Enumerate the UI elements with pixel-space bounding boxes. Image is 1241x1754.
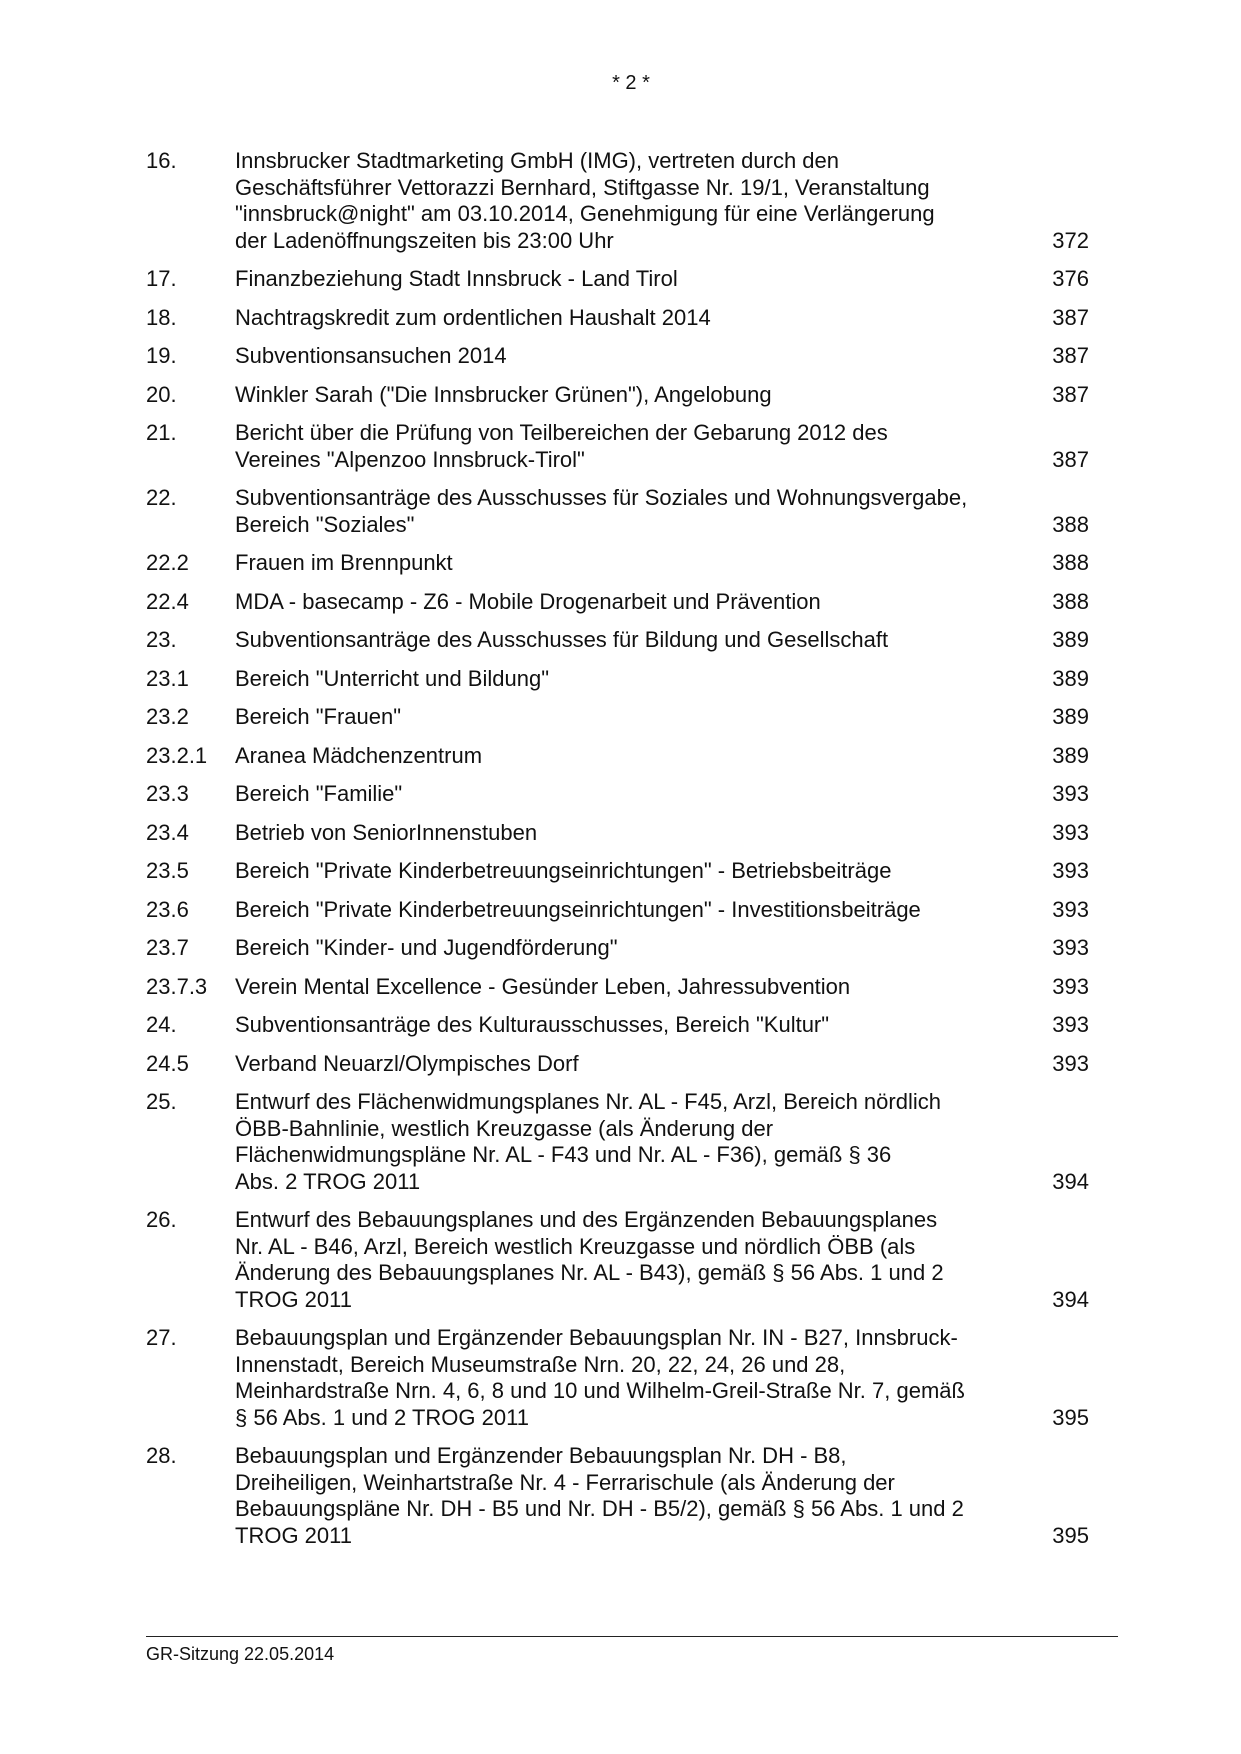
toc-entry-title: Innsbrucker Stadtmarketing GmbH (IMG), vertreten durch den Geschäftsführer Vettorazzi Bernhard, Stiftgasse Nr. 19/1, Veranstaltung "innsbruck@night" am 03.10.2014, Genehmigung für eine Verlängerung der Ladenöffnungszeiten bis 23:00 Uhr bbox=[235, 148, 935, 253]
toc-entry-page: 393 bbox=[1052, 935, 1089, 960]
toc-entry bbox=[146, 1443, 1089, 1549]
toc-entry bbox=[146, 343, 1089, 370]
toc-entry bbox=[146, 550, 1089, 577]
toc-entry-number: 23.6 bbox=[146, 896, 189, 922]
toc-entry-number: 23.2 bbox=[146, 704, 189, 729]
toc-entry-title: Entwurf des Bebauungsplanes und des Ergänzenden Bebauungsplanes Nr. AL - B46, Arzl, Bereich westlich Kreuzgasse und nördlich ÖBB (als Änderung des Bebauungsplanes Nr. AL - B43), gemäß § 56 Abs. 1 und 2 TROG 2011 bbox=[235, 1207, 944, 1312]
toc-entry-title: Bereich "Familie" bbox=[235, 781, 403, 806]
toc-entry-number: 23.7.3 bbox=[146, 973, 208, 999]
toc-entry-number: 17. bbox=[146, 266, 177, 291]
toc-entry-number: 24.5 bbox=[146, 1050, 189, 1076]
toc-entry-number: 19. bbox=[146, 343, 177, 368]
toc-entry-title: Frauen im Brennpunkt bbox=[235, 550, 453, 575]
toc-entry-number: 20. bbox=[146, 381, 177, 407]
toc-entry-page: 389 bbox=[1052, 665, 1089, 691]
toc-entry bbox=[146, 1012, 1089, 1039]
toc-entry-number: 22. bbox=[146, 485, 177, 510]
toc-entry bbox=[146, 820, 1089, 847]
toc-entry bbox=[146, 935, 1089, 962]
toc-entry-number: 23.2.1 bbox=[146, 742, 208, 768]
toc-entry-number: 23.7 bbox=[146, 935, 189, 960]
footer-text: GR-Sitzung 22.05.2014 bbox=[146, 1644, 335, 1664]
toc-entry bbox=[146, 589, 1089, 616]
toc-entry-title: Nachtragskredit zum ordentlichen Haushalt 2014 bbox=[235, 304, 711, 330]
toc-entry bbox=[146, 858, 1089, 885]
toc-entry-title: Bereich "Private Kinderbetreuungseinrichtungen" - Betriebsbeiträge bbox=[235, 858, 892, 883]
toc-entry bbox=[146, 704, 1089, 731]
toc-entry-page: 393 bbox=[1052, 896, 1089, 922]
toc-entry-title: Bereich "Kinder- und Jugendförderung" bbox=[235, 935, 618, 960]
toc-entry-title: Bericht über die Prüfung von Teilbereichen der Gebarung 2012 des Vereines "Alpenzoo Innsbruck-Tirol" bbox=[235, 420, 888, 472]
toc-entry bbox=[146, 420, 1089, 473]
toc-entry-page: 389 bbox=[1052, 627, 1089, 652]
toc-entry-title: Bereich "Private Kinderbetreuungseinrichtungen" - Investitionsbeiträge bbox=[235, 896, 921, 922]
toc-entry bbox=[146, 627, 1089, 654]
toc-entry-number: 23.5 bbox=[146, 858, 189, 883]
toc-entry-page: 395 bbox=[1052, 1404, 1089, 1430]
toc-entry-number: 27. bbox=[146, 1325, 177, 1350]
toc-entry-number: 25. bbox=[146, 1089, 177, 1114]
toc-entry-page: 393 bbox=[1052, 858, 1089, 883]
toc-entry bbox=[146, 305, 1089, 332]
toc-entry-page: 394 bbox=[1052, 1286, 1089, 1312]
toc-entry-number: 23.1 bbox=[146, 665, 189, 691]
toc-entry bbox=[146, 743, 1089, 770]
toc-entry-page: 388 bbox=[1052, 511, 1089, 537]
toc-entry bbox=[146, 1051, 1089, 1078]
toc-entry-title: Subventionsansuchen 2014 bbox=[235, 343, 507, 368]
toc-entry bbox=[146, 1207, 1089, 1313]
toc-entry-page: 376 bbox=[1052, 266, 1089, 291]
toc-entry bbox=[146, 781, 1089, 808]
toc-entry-page: 393 bbox=[1052, 1012, 1089, 1037]
toc-entry-page: 388 bbox=[1052, 550, 1089, 575]
toc-entry bbox=[146, 1325, 1089, 1431]
toc-entry bbox=[146, 148, 1089, 254]
toc-entry-title: Bebauungsplan und Ergänzender Bebauungsplan Nr. DH - B8, Dreiheiligen, Weinhartstraße Nr. 4 - Ferrarischule (als Änderung der Bebauungspläne Nr. DH - B5 und Nr. DH - B5/2), gemäß § 56 Abs. 1 und 2 TROG 2011 bbox=[235, 1443, 964, 1548]
toc-entry-page: 394 bbox=[1052, 1168, 1089, 1194]
page-number: * 2 * bbox=[612, 72, 650, 94]
toc-entry-title: Aranea Mädchenzentrum bbox=[235, 742, 483, 768]
toc-entry-title: Entwurf des Flächenwidmungsplanes Nr. AL - F45, Arzl, Bereich nördlich ÖBB-Bahnlinie, westlich Kreuzgasse (als Änderung der Flächenwidmungspläne Nr. AL - F43 und Nr. AL - F36), gemäß § 36 Abs. 2 TROG 2011 bbox=[235, 1089, 941, 1194]
toc-entry-title: Finanzbeziehung Stadt Innsbruck - Land Tirol bbox=[235, 266, 678, 291]
toc-entry-number: 16. bbox=[146, 148, 177, 173]
table-of-contents bbox=[146, 148, 1089, 1561]
toc-entry-page: 395 bbox=[1052, 1522, 1089, 1548]
toc-entry-page: 388 bbox=[1052, 588, 1089, 614]
toc-entry bbox=[146, 485, 1089, 538]
toc-entry bbox=[146, 382, 1089, 409]
toc-entry-page: 393 bbox=[1052, 973, 1089, 999]
toc-entry-page: 393 bbox=[1052, 781, 1089, 806]
toc-entry-title: Winkler Sarah ("Die Innsbrucker Grünen"), Angelobung bbox=[235, 381, 772, 407]
toc-entry-title: MDA - basecamp - Z6 - Mobile Drogenarbeit und Prävention bbox=[235, 588, 821, 614]
toc-entry-number: 26. bbox=[146, 1207, 177, 1232]
toc-entry-number: 22.4 bbox=[146, 588, 189, 614]
toc-entry-page: 387 bbox=[1052, 446, 1089, 472]
toc-entry-number: 24. bbox=[146, 1012, 177, 1037]
toc-entry-title: Subventionsanträge des Ausschusses für Bildung und Gesellschaft bbox=[235, 627, 889, 652]
toc-entry-number: 23.3 bbox=[146, 781, 189, 806]
toc-entry-number: 22.2 bbox=[146, 550, 189, 575]
toc-entry-page: 393 bbox=[1052, 819, 1089, 845]
toc-entry bbox=[146, 897, 1089, 924]
toc-entry-page: 387 bbox=[1052, 304, 1089, 330]
toc-entry-page: 387 bbox=[1052, 343, 1089, 368]
toc-entry-number: 23. bbox=[146, 627, 177, 652]
toc-entry bbox=[146, 1089, 1089, 1195]
toc-entry-number: 18. bbox=[146, 304, 177, 330]
toc-entry-page: 389 bbox=[1052, 742, 1089, 768]
toc-entry-title: Subventionsanträge des Kulturausschusses, Bereich "Kultur" bbox=[235, 1012, 830, 1037]
footer-divider bbox=[146, 1636, 1118, 1637]
toc-entry-title: Betrieb von SeniorInnenstuben bbox=[235, 819, 538, 845]
toc-entry bbox=[146, 974, 1089, 1001]
toc-entry-page: 389 bbox=[1052, 704, 1089, 729]
toc-entry-number: 28. bbox=[146, 1443, 177, 1468]
toc-entry bbox=[146, 266, 1089, 293]
toc-entry-page: 372 bbox=[1052, 227, 1089, 253]
toc-entry-number: 21. bbox=[146, 420, 177, 445]
toc-entry-title: Subventionsanträge des Ausschusses für Soziales und Wohnungsvergabe, Bereich "Soziales" bbox=[235, 485, 968, 537]
toc-entry bbox=[146, 666, 1089, 693]
toc-entry-title: Bereich "Unterricht und Bildung" bbox=[235, 665, 550, 691]
toc-entry-page: 387 bbox=[1052, 381, 1089, 407]
toc-entry-number: 23.4 bbox=[146, 819, 189, 845]
toc-entry-title: Verband Neuarzl/Olympisches Dorf bbox=[235, 1050, 579, 1076]
toc-entry-title: Verein Mental Excellence - Gesünder Leben, Jahressubvention bbox=[235, 973, 851, 999]
toc-entry-title: Bebauungsplan und Ergänzender Bebauungsplan Nr. IN - B27, Innsbruck- Innenstadt, Bereich Museumstraße Nrn. 20, 22, 24, 26 und 28, Meinhardstraße Nrn. 4, 6, 8 und 10 und Wilhelm-Greil-Straße Nr. 7, gemäß § 56 Abs. 1 und 2 TROG 2011 bbox=[235, 1325, 965, 1430]
toc-entry-page: 393 bbox=[1052, 1050, 1089, 1076]
toc-entry-title: Bereich "Frauen" bbox=[235, 704, 402, 729]
